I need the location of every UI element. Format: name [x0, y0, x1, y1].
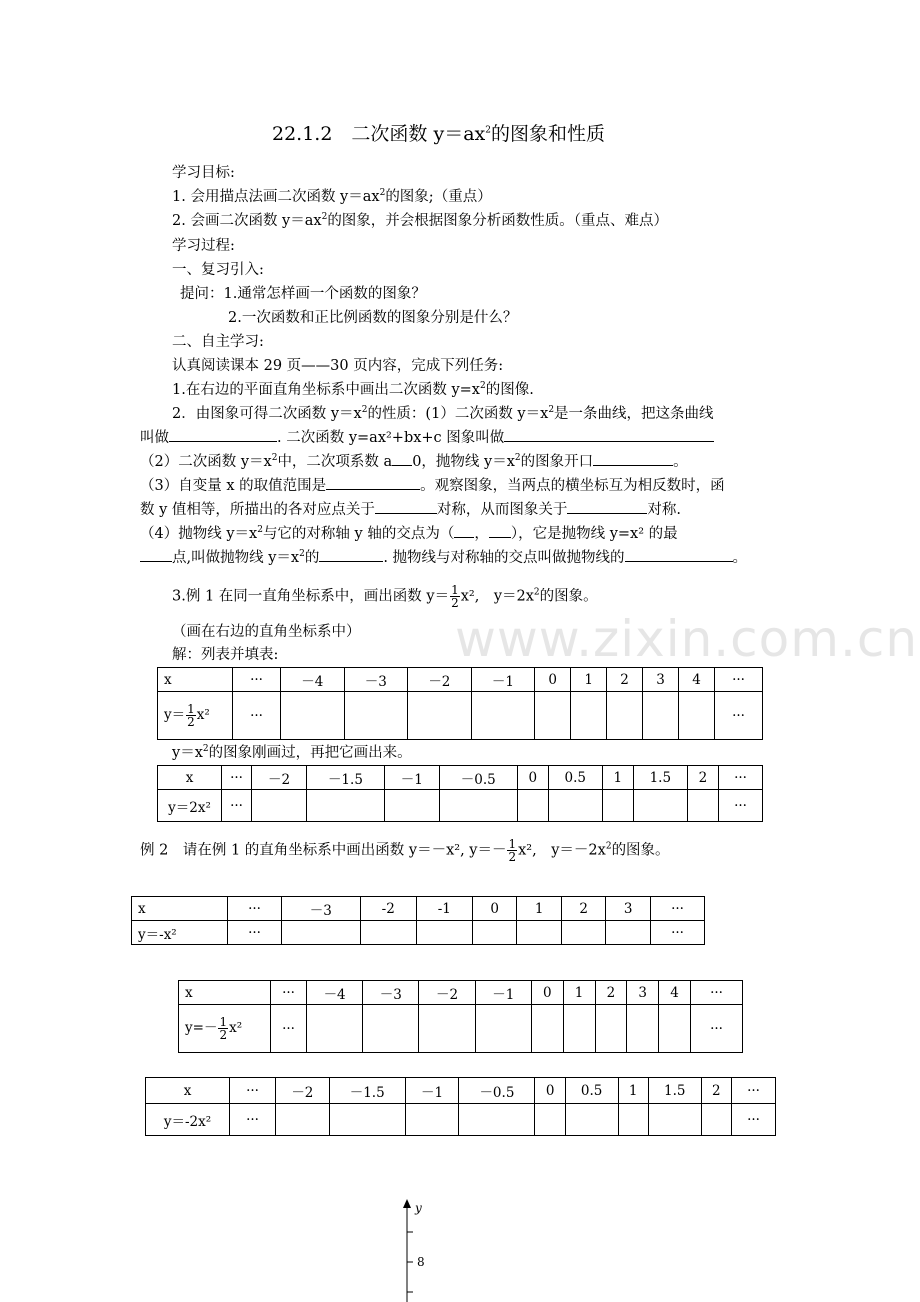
x-cell: －2 [252, 766, 307, 790]
row-label: y＝ $\frac{1}{2}$ x² [158, 692, 233, 740]
table-row [179, 1005, 743, 1053]
ellipsis-cell: ··· [233, 668, 281, 692]
value-cell[interactable] [602, 790, 633, 822]
y-axis-label: y [415, 1201, 422, 1215]
blank-field[interactable] [567, 500, 647, 514]
x-cell: 1 [602, 766, 633, 790]
x-cell: 0.5 [565, 1078, 618, 1104]
x-cell: 0 [517, 766, 548, 790]
ellipsis-cell: ··· [691, 981, 743, 1005]
value-cell[interactable] [618, 1104, 648, 1136]
x-cell: 2 [687, 766, 718, 790]
blank-field[interactable] [625, 548, 733, 562]
value-cell[interactable] [252, 790, 307, 822]
value-cell[interactable] [282, 921, 361, 945]
table-row [146, 1104, 776, 1136]
value-cell[interactable] [459, 1104, 535, 1136]
value-cell[interactable] [633, 790, 687, 822]
table-y-half-x2 [157, 667, 763, 740]
example-1-note: （画在右边的直角坐标系中） [172, 624, 361, 640]
blank-field[interactable] [593, 452, 673, 466]
ellipsis-cell: ··· [719, 790, 763, 822]
x-cell: 3 [643, 668, 679, 692]
x-cell: 0 [535, 1078, 565, 1104]
value-cell[interactable] [408, 692, 472, 740]
table-row [146, 1078, 776, 1104]
x-cell: －2 [276, 1078, 330, 1104]
self-study-heading: 二、自主学习: [172, 334, 264, 350]
x-cell: 4 [679, 668, 715, 692]
value-cell[interactable] [360, 921, 416, 945]
value-cell[interactable] [276, 1104, 330, 1136]
x-cell: -1 [416, 897, 472, 921]
ellipsis-cell: ··· [271, 981, 307, 1005]
ellipsis-cell: ··· [233, 692, 281, 740]
value-cell[interactable] [363, 1005, 419, 1053]
x-cell: 3 [627, 981, 659, 1005]
ellipsis-cell: ··· [271, 1005, 307, 1053]
value-cell[interactable] [307, 790, 385, 822]
example-1: 3.例 1 在同一直角坐标系中，画出函数 y＝ $\frac{1}{2}$ x², $y=2x^2$的图象。 [172, 583, 598, 610]
x-cell: －2 [419, 981, 475, 1005]
ellipsis-cell: ··· [230, 1104, 276, 1136]
task-2-line-a: 2．由图象可得二次函数 $y=x^2$的性质：(1）二次函数 $y=x^2$是一条曲线，把这条曲线 [172, 405, 714, 422]
question-2: 2.一次函数和正比例函数的图象分别是什么？ [228, 310, 518, 326]
x-cell: －1 [471, 668, 535, 692]
value-cell[interactable] [531, 1005, 563, 1053]
task-2-line-f: （4）抛物线 $y=x^2$与它的对称轴 y 轴的交点为（ ， ），它是抛物线 y=x² 的最 [140, 525, 678, 542]
process-heading: 学习过程: [172, 238, 235, 254]
task-2-line-b: 叫做 . 二次函数 y=ax²+bx+c 图象叫做 [140, 428, 714, 448]
value-cell[interactable] [565, 1104, 618, 1136]
title-text-end: 的图象和性质 [490, 123, 605, 145]
task-2-line-e: 数 y 值相等，所描出的各对应点关于 对称，从而图象关于 对称. [140, 502, 682, 518]
ellipsis-cell: ··· [719, 766, 763, 790]
watermark: www.zixin.com.cn [455, 610, 919, 668]
ellipsis-cell: ··· [715, 692, 763, 740]
coordinate-axis [380, 1195, 460, 1302]
table-header: x [132, 897, 228, 921]
question-1: 提问：1.通常怎样画一个函数的图象？ [180, 286, 426, 302]
value-cell[interactable] [517, 790, 548, 822]
row-label: y＝-2x² [146, 1104, 230, 1136]
blank-field[interactable] [319, 548, 383, 562]
ellipsis-cell: ··· [732, 1104, 776, 1136]
value-cell[interactable] [701, 1104, 731, 1136]
x-cell: -2 [360, 897, 416, 921]
table-row [158, 668, 763, 692]
task-2-line-c: （2）二次函数 $y=x^2$中，二次项系数 a 0，抛物线 $y=x^2$的图象开口 。 [140, 453, 688, 470]
x-cell: 1 [618, 1078, 648, 1104]
goals-heading: 学习目标: [172, 165, 235, 181]
value-cell[interactable] [561, 921, 606, 945]
table-row [158, 692, 763, 740]
y-tick-label: 8 [417, 1255, 425, 1269]
row-label: y＝2x² [158, 790, 222, 822]
value-cell[interactable] [307, 1005, 363, 1053]
goal-1: 1. 会用描点法画二次函数 $y=ax^2$的图象;（重点） [172, 188, 492, 205]
blank-field[interactable] [375, 500, 437, 514]
value-cell[interactable] [563, 1005, 595, 1053]
value-cell[interactable] [595, 1005, 627, 1053]
y-axis-arrow-icon [403, 1199, 411, 1208]
value-cell[interactable] [643, 692, 679, 740]
x-cell: 1.5 [633, 766, 687, 790]
fraction-half: $\frac{1}{2}$ [451, 583, 459, 610]
x-cell: －4 [307, 981, 363, 1005]
x-cell: －0.5 [459, 1078, 535, 1104]
value-cell[interactable] [648, 1104, 701, 1136]
page-title: 22.1.2 二次函数 $y=ax^2$的图象和性质 [272, 123, 605, 145]
x-cell: －4 [281, 668, 345, 692]
x-cell: －3 [344, 668, 408, 692]
task-2-line-g: 点,叫做抛物线 $y=x^2$的 . 抛物线与对称轴的交点叫做抛物线的 。 [140, 548, 747, 568]
blank-field[interactable] [504, 428, 714, 442]
value-cell[interactable] [439, 790, 517, 822]
blank-field[interactable] [454, 524, 474, 538]
value-cell[interactable] [475, 1005, 531, 1053]
table-row [179, 981, 743, 1005]
x-cell: 0.5 [548, 766, 602, 790]
table-header: x [146, 1078, 230, 1104]
value-cell[interactable] [416, 921, 472, 945]
table-row [158, 766, 763, 790]
x-cell: 0 [531, 981, 563, 1005]
x-cell: 2 [595, 981, 627, 1005]
table-row [158, 790, 763, 822]
value-cell[interactable] [471, 692, 535, 740]
x-cell: 4 [659, 981, 691, 1005]
value-cell[interactable] [607, 692, 643, 740]
x-cell: 0 [535, 668, 571, 692]
task-2-line-d: （3）自变量 x 的取值范围是 。观察图象，当两点的横坐标互为相反数时，函 [140, 478, 725, 494]
ellipsis-cell: ··· [651, 921, 705, 945]
ellipsis-cell: ··· [230, 1078, 276, 1104]
value-cell[interactable] [405, 1104, 459, 1136]
goal-2: 2. 会画二次函数 $y=ax^2$的图象，并会根据图象分析函数性质。（重点、难点） [172, 212, 669, 229]
x-cell: －1 [384, 766, 439, 790]
review-heading: 一、复习引入: [172, 262, 264, 278]
solve-heading: 解：列表并填表: [172, 647, 279, 663]
task-1: 1.在右边的平面直角坐标系中画出二次函数 $y=x^2$的图像. [172, 381, 534, 398]
row-label: y＝-x² [132, 921, 228, 945]
x-cell: 1 [563, 981, 595, 1005]
x-cell: －1 [405, 1078, 459, 1104]
row-label: y=－ $\frac{1}{2}$ x² [179, 1005, 271, 1053]
blank-field[interactable] [140, 548, 172, 562]
blank-field[interactable] [326, 476, 420, 490]
between-note: $y=x^2$的图象刚画过，再把它画出来。 [172, 744, 412, 761]
x-cell: －0.5 [439, 766, 517, 790]
fraction-half: $\frac{1}{2}$ [508, 837, 517, 864]
value-cell[interactable] [606, 921, 651, 945]
x-cell: 2 [561, 897, 606, 921]
value-cell[interactable] [344, 692, 408, 740]
table-header: x [179, 981, 271, 1005]
value-cell[interactable] [329, 1104, 405, 1136]
blank-field[interactable] [392, 452, 412, 466]
reading-task: 认真阅读课本 29 页——30 页内容，完成下列任务: [172, 358, 504, 374]
x-cell: 1.5 [648, 1078, 701, 1104]
ellipsis-cell: ··· [651, 897, 705, 921]
example-2: 例 2 请在例 1 的直角坐标系中画出函数 y＝－x², y＝－ $\frac{1}{2}$ x², $y=-2x^2$的图象。 [140, 837, 670, 864]
table-y-2x2 [157, 765, 763, 822]
ellipsis-cell: ··· [228, 897, 282, 921]
value-cell[interactable] [281, 692, 345, 740]
x-cell: 1 [517, 897, 562, 921]
x-cell: －1.5 [329, 1078, 405, 1104]
ellipsis-cell: ··· [222, 790, 252, 822]
table-y-neg-half-x2 [178, 980, 743, 1053]
x-cell: 2 [701, 1078, 731, 1104]
ellipsis-cell: ··· [715, 668, 763, 692]
value-cell[interactable] [571, 692, 607, 740]
ellipsis-cell: ··· [691, 1005, 743, 1053]
value-cell[interactable] [517, 921, 562, 945]
value-cell[interactable] [627, 1005, 659, 1053]
value-cell[interactable] [419, 1005, 475, 1053]
x-cell: －3 [363, 981, 419, 1005]
value-cell[interactable] [659, 1005, 691, 1053]
table-row [132, 921, 705, 945]
value-cell[interactable] [548, 790, 602, 822]
x-cell: －2 [408, 668, 472, 692]
value-cell[interactable] [472, 921, 517, 945]
blank-field[interactable] [489, 524, 511, 538]
table-y-neg-x2 [131, 896, 705, 945]
title-text: 22.1.2 二次函数 y＝ax [272, 123, 486, 145]
x-cell: 2 [607, 668, 643, 692]
value-cell[interactable] [384, 790, 439, 822]
x-cell: 1 [571, 668, 607, 692]
x-cell: －1.5 [307, 766, 385, 790]
value-cell[interactable] [535, 1104, 565, 1136]
ellipsis-cell: ··· [222, 766, 252, 790]
table-header: x [158, 668, 233, 692]
x-cell: －1 [475, 981, 531, 1005]
ellipsis-cell: ··· [732, 1078, 776, 1104]
x-cell: －3 [282, 897, 361, 921]
value-cell[interactable] [679, 692, 715, 740]
table-row [132, 897, 705, 921]
table-y-neg-2x2 [145, 1077, 776, 1136]
blank-field[interactable] [169, 428, 277, 442]
x-cell: 3 [606, 897, 651, 921]
ellipsis-cell: ··· [228, 921, 282, 945]
value-cell[interactable] [687, 790, 718, 822]
table-header: x [158, 766, 222, 790]
value-cell[interactable] [535, 692, 571, 740]
x-cell: 0 [472, 897, 517, 921]
